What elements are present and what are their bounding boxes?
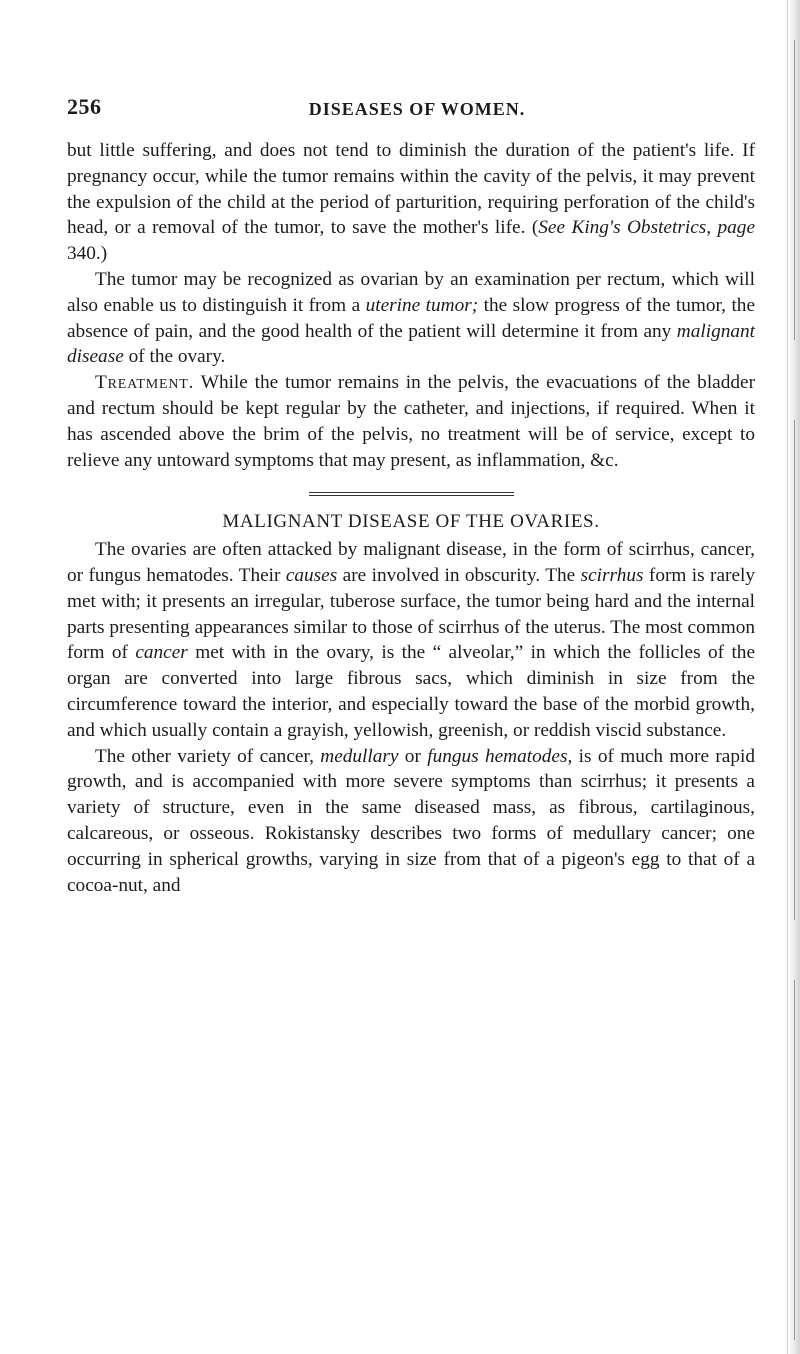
rule-line	[309, 492, 514, 493]
text-run: or	[398, 745, 428, 767]
emphasis: fungus hematodes,	[427, 745, 573, 767]
page-number: 256	[67, 94, 102, 119]
paragraph	[67, 267, 755, 370]
text-run: The tumor may be recognized as ovarian by an examination per rectum, which will also enable us to distinguish it from a	[67, 268, 755, 316]
paragraph	[67, 370, 755, 473]
emphasis: medullary	[320, 745, 399, 767]
text-run: The ovaries are often attacked by malignant disease, in the form of scirrhus, cancer, or fungus hematodes. Their	[67, 539, 755, 586]
page-edge	[787, 0, 800, 1354]
section-heading: MALIGNANT DISEASE OF THE OVARIES.	[222, 511, 600, 533]
running-title: DISEASES OF WOMEN.	[308, 99, 526, 119]
text-run: of the ovary.	[123, 346, 226, 368]
text-run: The other variety of cancer,	[95, 745, 321, 767]
text-run: are involved in obscurity. The	[337, 564, 581, 586]
text-run: met with in the ovary, is the “ alveolar,” in which the follicles of the organ are converted into large fibrous sacs, which diminish in size from the circumference toward the interior, and especially toward the base of the morbid growth, and which usually contain a grayish, yellowish, greenish, or reddish viscid substance.	[67, 642, 756, 741]
emphasis: cancer	[135, 642, 188, 664]
paragraph	[67, 537, 755, 743]
section-divider	[67, 473, 755, 509]
text-run: is of much more rapid growth, and is accompanied with more severe symptoms than scirrhus; it presents a variety of structure, even in the same diseased mass, as fibrous, cartilaginous, calcareous, or osseous. Rokistansky describes two forms of medullary cancer; one occurring in spherical growths, varying in size from that of a pigeon's egg to that of a cocoa-nut, and	[67, 745, 756, 896]
text-run: the slow progress of the tumor, the absence of pain, and the good health of the patient will determine it from any	[67, 294, 756, 342]
page-header	[67, 94, 767, 124]
text-run: While the tumor remains in the pelvis, the evacuations of the bladder and rectum should be kept regular by the catheter, and injections, if required. When it has ascended above the brim of the pelvis, no treatment will be of service, except to relieve any untoward symptoms that may present, as inflammation, &c.	[67, 372, 755, 471]
emphasis: causes	[285, 564, 338, 586]
emphasis: uterine tumor;	[365, 294, 479, 316]
text-run: but little suffering, and does not tend to diminish the duration of the patient's life. If pregnancy occur, while the tumor remains within the cavity of the pelvis, it may prevent the expulsion of the child at the period of parturition, requiring perforation of the child's head, or a removal of the tumor, to save the mother's life. (	[67, 140, 755, 239]
text-run: form is rarely met with; it presents an irregular, tuberose surface, the tumor being hard and the internal parts presenting appearances similar to those of scirrhus of the uterus. The most common form of	[67, 564, 755, 664]
citation: See King's Obstetrics, page	[538, 217, 756, 239]
body-text	[67, 138, 755, 898]
emphasis: scirrhus	[580, 564, 644, 586]
text-run: 340.)	[67, 243, 108, 265]
paragraph	[67, 744, 755, 899]
run-in-label: Treatment.	[95, 372, 195, 394]
rule-line	[309, 495, 514, 496]
emphasis: malignant disease	[67, 320, 755, 368]
paragraph	[67, 138, 755, 267]
